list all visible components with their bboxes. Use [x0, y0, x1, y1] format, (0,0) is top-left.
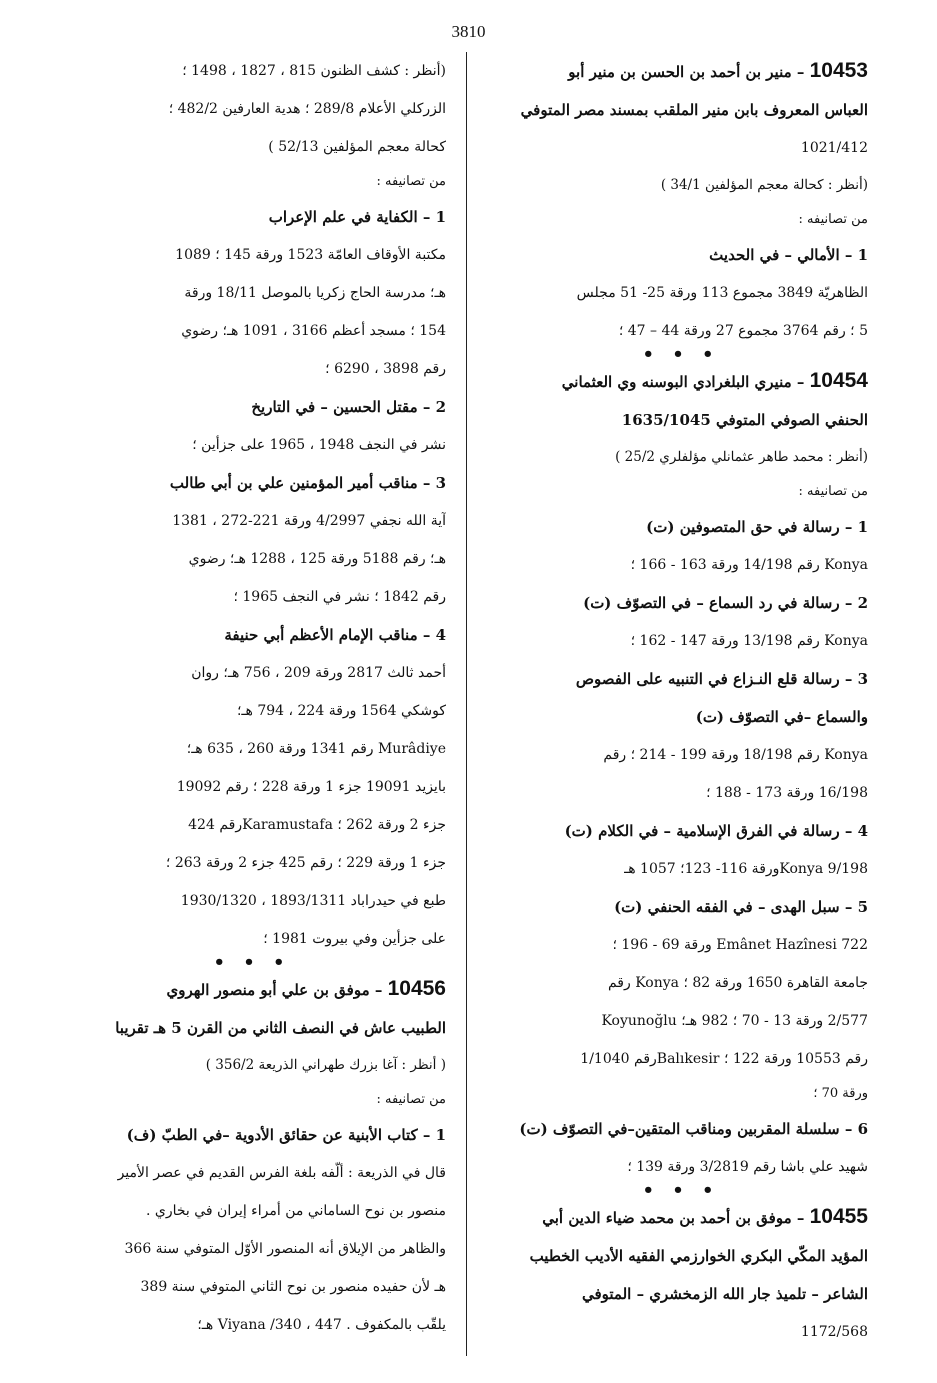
text-line: هـ؛ رقم 5188 ورقة 125 ، 1288 هـ؛ رضوي: [188, 551, 446, 567]
bold-line: العباس المعروف بابن منير الملقب بمسند مصر المتوفي: [520, 101, 868, 119]
text-line: بايزيد 19091 جزء 1 ورقة 228 ؛ رقم 19092: [176, 779, 446, 795]
text-line: الزركلي الأعلام 289/8 ؛ هدية العارفين 482/2 ؛: [168, 101, 446, 117]
text-line: Konya رقم 14/198 ورقة 163 - 166 ؛: [630, 557, 868, 573]
bold-line: 2 – مقتل الحسين – في التاريخ: [251, 398, 446, 416]
bold-line: 4 – رسالة في الفرق الإسلامية – في الكلام (ت): [564, 822, 868, 840]
bold-line: والسماع –في التصوّف (ت): [695, 708, 868, 726]
text-line: على جزأين وفي بيروت 1981 ؛: [263, 931, 446, 947]
text-line: 722 Emânet Hazînesi ورقة 69 - 196 ؛: [612, 937, 868, 953]
text-line: كوشكي 1564 ورقة 224 ، 794 هـ؛: [236, 703, 446, 719]
bold-line: 1 – رسالة في حق المتصوفين (ت): [646, 518, 868, 536]
text-line: رقم 3898 ، 6290 ؛: [325, 361, 446, 377]
page-number: 3810: [451, 22, 486, 41]
text-line: 154 ؛ مسجد أعظم 3166 ، 1091 هـ؛ رضوي: [181, 323, 446, 339]
text-line: 16/198 ورقة 173 - 188 ؛: [706, 785, 868, 801]
text-line: 5 ؛ رقم 3764 مجموع 27 ورقة 44 – 47 ؛: [618, 323, 868, 339]
section-label: من تصانيفه :: [376, 1092, 446, 1107]
section-label: من تصانيفه :: [376, 174, 446, 189]
section-label: من تصانيفه :: [798, 212, 868, 227]
section-label: ورقة 70 ؛: [813, 1086, 868, 1101]
text-line: آية الله نجفي 4/2997 ورقة 221-272 ، 1381: [172, 513, 446, 529]
entry-separator: • • •: [642, 344, 720, 365]
text-line: هـ لأن حفيده منصور بن نوح الثاني المتوفي سنة 389: [140, 1279, 446, 1295]
text-line: Konya 9/198ورقة 116- 123؛ 1057 هـ: [624, 861, 868, 877]
text-line: Murâdiye رقم 1341 ورقة 260 ، 635 هـ؛: [186, 741, 446, 757]
bold-line: الطبيب عاش في النصف الثاني من القرن 5 هـ تقريبا: [115, 1019, 446, 1037]
bold-line: الشاعر – تلميذ جار الله الزمخشري – المتوفي: [581, 1285, 868, 1303]
bold-line: 1 – كتاب الأبنية عن حقائق الأدوية –في الطبّ (ف): [126, 1126, 446, 1144]
entry-separator: • • •: [642, 1180, 720, 1201]
entry-number: 10453: [809, 59, 868, 82]
entry-heading: 10453 – منير بن أحمد بن الحسن بن منير أبو: [568, 59, 868, 82]
text-line: أحمد ثالث 2817 ورقة 209 ، 756 هـ؛ روان: [191, 665, 446, 681]
text-line: 1021/412: [800, 140, 868, 156]
text-line: منصور بن نوح الساماني من أمراء إيران في بخاري .: [145, 1203, 446, 1219]
section-label: من تصانيفه :: [798, 484, 868, 499]
text-line: (أنظر : كشف الظنون 815 ، 1827 ، 1498 ؛: [182, 63, 446, 79]
entry-number: 10456: [387, 977, 446, 1000]
right-column: [494, 52, 868, 1351]
text-line: 1172/568: [800, 1324, 868, 1340]
text-line: كحالة معجم المؤلفين 52/13 ): [268, 139, 446, 155]
text-line: رقم 10553 ورقة 122 ؛ Balıkesirرقم 1/1040: [580, 1051, 868, 1067]
bold-line: 1 – الكفاية في علم الإعراب: [268, 208, 446, 226]
reference-line: (أنظر : محمد طاهر عثمانلي مؤلفلري 25/2 ): [615, 449, 868, 465]
text-line: الظاهريّة 3849 مجموع 113 ورقة 25- 51 مجلس: [576, 285, 868, 301]
bold-line: 2 – رسالة في رد السماع – في التصوّف (ت): [583, 594, 868, 612]
bold-line: 6 – سلسلة المقربين ومناقب المتقين–في التصوّف (ت): [519, 1120, 868, 1138]
bold-line: 3 – رسالة قلع النـزاع في التنبيه على الفصوص: [575, 670, 868, 688]
bold-line: الحنفي الصوفي المتوفي 1635/1045: [621, 411, 868, 429]
entry-heading: 10456 – موفق بن علي أبو منصور الهروي: [166, 977, 446, 1000]
bold-line: 3 – مناقب أمير المؤمنين علي بن أبي طالب: [169, 474, 446, 492]
bold-line: المؤيد المكّي البكري الخوارزمي الفقيه الأديب الخطيب: [529, 1247, 868, 1265]
entry-number: 10454: [809, 369, 868, 392]
text-line: مكتبة الأوقاف العامّة 1523 ورقة 145 ؛ 1089: [175, 247, 446, 263]
bold-line: 4 – مناقب الإمام الأعظم أبي حنيفة: [224, 626, 446, 644]
text-line: قال في الذريعة : ألّفه بلغة الفرس القديم في عصر الأمير: [117, 1165, 446, 1181]
text-line: 2/577 ورقة 13 - 70 ؛ 982 هـ؛ Koyunoğlu: [601, 1013, 868, 1029]
text-line: Konya رقم 18/198 ورقة 199 - 214 ؛ رقم: [603, 747, 868, 763]
text-line: Konya رقم 13/198 ورقة 147 - 162 ؛: [630, 633, 868, 649]
text-line: جزء 2 ورقة 262 ؛ Karamustafaرقم 424: [188, 817, 446, 833]
reference-line: ( أنظر : آغا بزرك طهراني الذريعة 356/2 ): [205, 1057, 446, 1073]
left-column: [58, 52, 446, 1344]
column-divider: [466, 52, 467, 1356]
text-line: نشر في النجف 1948 ، 1965 على جزأين ؛: [192, 437, 446, 453]
entry-heading: 10454 – منيري البلغرادي البوسنه وي العثماني: [561, 369, 868, 392]
text-line: هـ؛ مدرسة الحاج زكريا بالموصل 18/11 ورقة: [184, 285, 446, 301]
text-line: جامعة القاهرة 1650 ورقة 82 ؛ Konya رقم: [607, 975, 868, 991]
entry-heading: 10455 – موفق بن أحمد بن محمد ضياء الدين أبي: [542, 1205, 868, 1228]
bold-line: 1 – الأمالي – في الحديث: [709, 246, 868, 264]
text-line: والظاهر من الإيلاق أنه المنصور الأوّل المتوفي سنة 366: [124, 1241, 446, 1257]
text-line: طبع في حيدراباد 1893/1311 ، 1930/1320: [180, 893, 446, 909]
bold-line: 5 – سبل الهدى – في الفقه الحنفي (ت): [614, 898, 868, 916]
text-line: جزء 1 ورقة 229 ؛ رقم 425 جزء 2 ورقة 263 ؛: [165, 855, 446, 871]
text-line: يلقّب بالمكفوف . Viyana /340 ، 447 هـ؛: [197, 1317, 446, 1333]
entry-number: 10455: [809, 1205, 868, 1228]
entry-separator: • • •: [213, 952, 291, 973]
text-line: شهيد علي باشا رقم 3/2819 ورقة 139 ؛: [627, 1159, 868, 1175]
text-line: رقم 1842 ؛ نشر في النجف 1965 ؛: [233, 589, 446, 605]
reference-line: (أنظر : كحالة معجم المؤلفين 34/1 ): [660, 177, 868, 193]
